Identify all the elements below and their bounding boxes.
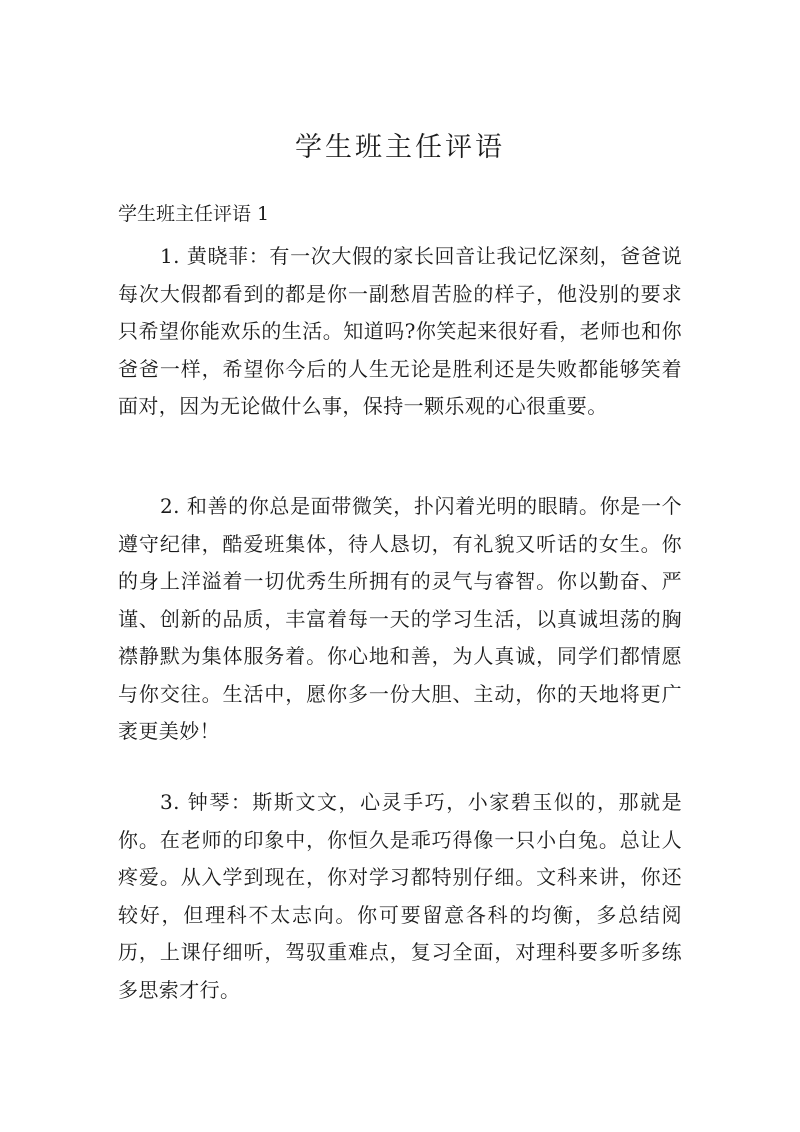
section-heading: 学生班主任评语 1 [118, 203, 270, 225]
comment-paragraph-1: 1. 黄晓菲：有一次大假的家长回音让我记忆深刻，爸爸说每次大假都看到的都是你一副愁眉苦脸的样子，他没别的要求只希望你能欢乐的生活。知道吗?你笑起来很好看，老师也和你爸爸一样，希望你今后的人生无论是胜利还是失败都能够笑着面对，因为无论做什么事，保持一颗乐观的心很重要。 [118, 244, 682, 418]
comment-paragraph-3: 3. 钟琴：斯斯文文，心灵手巧，小家碧玉似的，那就是你。在老师的印象中，你恒久是乖巧得像一只小白兔。总让人疼爱。从入学到现在，你对学习都特别仔细。文科来讲，你还较好，但理科不太志向。你可要留意各科的均衡，多总结阅历，上课仔细听，驾驭重难点，复习全面，对理科要多听多练多思索才行。 [118, 790, 682, 1002]
document-title: 学生班主任评语 [295, 132, 505, 163]
comment-paragraph-2: 2. 和善的你总是面带微笑，扑闪着光明的眼睛。你是一个遵守纪律，酷爱班集体，待人恳切，有礼貌又听话的女生。你的身上洋溢着一切优秀生所拥有的灵气与睿智。你以勤奋、严谨、创新的品质，丰富着每一天的学习生活，以真诚坦荡的胸襟静默为集体服务着。你心地和善，为人真诚，同学们都情愿与你交往。生活中，愿你多一份大胆、主动，你的天地将更广袤更美妙！ [118, 494, 682, 743]
